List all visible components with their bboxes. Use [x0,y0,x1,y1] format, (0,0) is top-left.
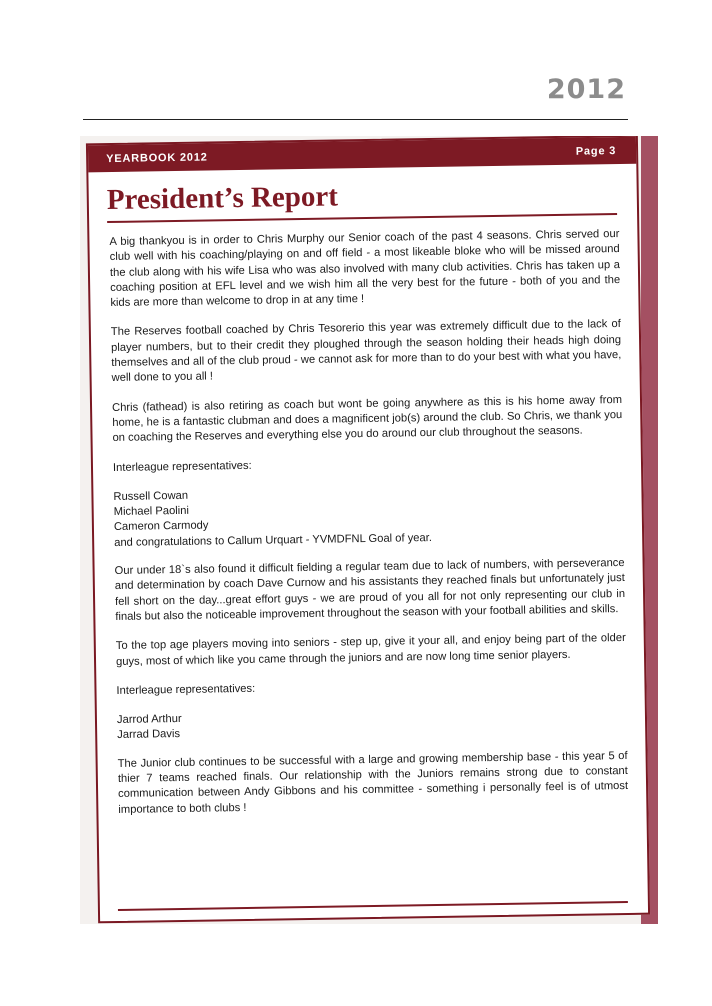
paragraph-senior-coach: A big thankyou is in order to Chris Murphy our Senior coach of the past 4 seasons. Chris served our club well with his coaching/playing on and off field - a most likeable bloke who will be missed around the club along with his wife Lisa who was also involved with many club activities. Chris has taken up a coaching position at EFL level and we wish him all the very best for the future - both of you and the kids are more than welcome to drop in at any time ! [109,228,621,310]
report-body [89,215,646,818]
interleague-list-2 [117,705,627,744]
banner-yearbook-label: YEARBOOK 2012 [106,150,208,165]
paragraph-fathead: Chris (fathead) is also retiring as coach but wont be going anywhere as this is his home away from home, he is a fantastic clubman and does a magnificent job(s) around the club. So Chris, we thank you on coaching the Reserves and everything else you do around our club throughout the seasons. [111,393,623,445]
paragraph-under-18s: Our under 18`s also found it difficult fielding a regular team due to lack of numbers, with perseverance and determination by coach Dave Curnow and his assistants they reached finals but unfortunately just fell short on the day...great effort guys - we are proud of you all for not only representing our club in finals but also the noticeable improvement throughout the season with your football abilities and skills. [114,557,626,623]
list-item: Jarrad Davis [117,728,181,742]
interleague-label-2: Interleague representatives: [116,682,256,697]
banner-page-number: Page 3 [575,144,617,158]
header-divider [83,119,628,120]
list-item: Jarrod Arthur [116,713,182,727]
scanned-page-image [80,136,658,924]
list-item: and congratulations to Callum Urquart - YVMDFNL Goal of year. [114,531,432,549]
report-title: President’s Report [106,180,339,217]
interleague-list-1 [113,482,624,551]
interleague-label-1: Interleague representatives: [112,459,252,474]
paragraph-reserves: The Reserves football coached by Chris Tesorerio this year was extremely difficult due to the lack of player numbers, but to their credit they ploughed through the season holding their heads high doing themselves and all of the club proud - we cannot ask for more than to do your best with what you have, well done to you all ! [110,318,622,385]
year-heading: 2012 [546,74,626,105]
list-item: Russell Cowan [113,489,189,503]
yearbook-banner [88,137,636,173]
yearbook-page [86,136,650,923]
list-item: Michael Paolini [113,504,190,519]
page-bottom-rule [118,901,628,911]
list-item: Cameron Carmody [113,519,209,534]
paragraph-junior-club: The Junior club continues to be successful with a large and growing membership base - this year 5 of thier 7 teams reached finals. Our relationship with the Juniors remains strong due to constant communication between Andy Gibbons and his committee - something i personally feel is of utmost importance to both clubs ! [117,749,629,816]
paragraph-top-age: To the top age players moving into seniors - step up, give it your all, and enjoy being part of the older guys, most of which like you came through the juniors and are now long time senior players. [115,632,626,668]
